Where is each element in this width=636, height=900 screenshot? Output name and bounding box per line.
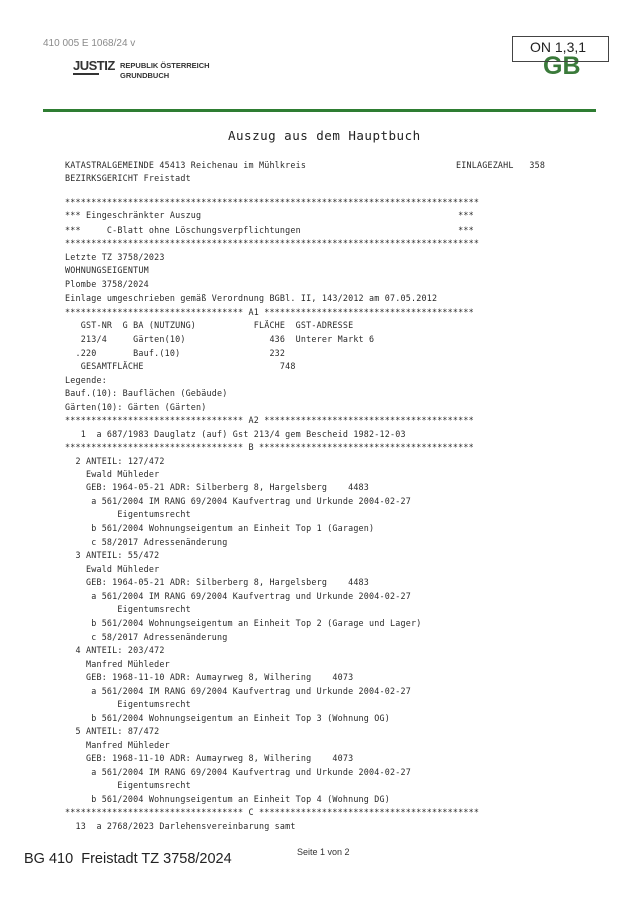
document-line: Manfred Mühleder [65, 659, 170, 669]
document-line: ******************************************************************************* [65, 197, 480, 207]
document-line: .220 Bauf.(10) 232 [65, 348, 286, 358]
document-line: Ewald Mühleder [65, 469, 160, 479]
gb-logo: GB [543, 52, 581, 80]
on-stamp: ON 1,3,1 [530, 39, 587, 55]
document-line: GESAMTFLÄCHE 748 [65, 361, 296, 371]
document-line: c 58/2017 Adressenänderung [65, 632, 228, 642]
document-line: BEZIRKSGERICHT Freistadt [65, 173, 191, 183]
document-line: *** C-Blatt ohne Löschungsverpflichtungen *** [65, 225, 474, 235]
footer-reference: BG 410 Freistadt TZ 3758/2024 [24, 851, 232, 867]
document-line: c 58/2017 Adressenänderung [65, 537, 228, 547]
document-line: 2 ANTEIL: 127/472 [65, 456, 165, 466]
document-line: Ewald Mühleder [65, 564, 160, 574]
document-line: GEB: 1968-11-10 ADR: Aumayrweg 8, Wilhering 4073 [65, 753, 354, 763]
document-line: KATASTRALGEMEINDE 45413 Reichenau im Mühlkreis [65, 160, 307, 170]
document-line: b 561/2004 Wohnungseigentum an Einheit Top 1 (Garagen) [65, 523, 375, 533]
document-line: Eigentumsrecht [65, 604, 191, 614]
document-line: Eigentumsrecht [65, 780, 191, 790]
document-line: 1 a 687/1983 Dauglatz (auf) Gst 213/4 gem Bescheid 1982-12-03 [65, 429, 406, 439]
document-line: Plombe 3758/2024 [65, 279, 149, 289]
document-line: GST-NR G BA (NUTZUNG) FLÄCHE GST-ADRESSE [65, 320, 354, 330]
document-line: Einlage umgeschrieben gemäß Verordnung BGBl. II, 143/2012 am 07.05.2012 [65, 293, 438, 303]
document-line: b 561/2004 Wohnungseigentum an Einheit Top 4 (Wohnung DG) [65, 794, 391, 804]
document-line: Bauf.(10): Bauflächen (Gebäude) [65, 388, 228, 398]
document-line: ********************************** A1 **************************************** [65, 307, 474, 317]
document-line: a 561/2004 IM RANG 69/2004 Kaufvertrag und Urkunde 2004-02-27 [65, 591, 411, 601]
document-line: a 561/2004 IM RANG 69/2004 Kaufvertrag und Urkunde 2004-02-27 [65, 767, 411, 777]
document-line: WOHNUNGSEIGENTUM [65, 265, 149, 275]
document-line: 5 ANTEIL: 87/472 [65, 726, 160, 736]
document-title: Auszug aus dem Hauptbuch [228, 128, 421, 143]
document-line: Letzte TZ 3758/2023 [65, 252, 165, 262]
logo-underline [73, 73, 99, 75]
document-line: a 561/2004 IM RANG 69/2004 Kaufvertrag und Urkunde 2004-02-27 [65, 496, 411, 506]
document-line: *** Eingeschränkter Auszug *** [65, 210, 474, 220]
document-line: GEB: 1964-05-21 ADR: Silberberg 8, Hargelsberg 4483 [65, 577, 370, 587]
document-line: GEB: 1964-05-21 ADR: Silberberg 8, Hargelsberg 4483 [65, 482, 370, 492]
document-line: Gärten(10): Gärten (Gärten) [65, 402, 207, 412]
page-number: Seite 1 von 2 [297, 847, 350, 857]
justiz-logo: JUSTIZ [73, 58, 115, 73]
document-line: EINLAGEZAHL 358 [456, 160, 546, 170]
document-line: Manfred Mühleder [65, 740, 170, 750]
document-line: 4 ANTEIL: 203/472 [65, 645, 165, 655]
form-code: 410 005 E 1068/24 v [43, 38, 136, 49]
grundbuch-label: GRUNDBUCH [120, 71, 170, 80]
document-line: b 561/2004 Wohnungseigentum an Einheit Top 3 (Wohnung OG) [65, 713, 391, 723]
document-line: Eigentumsrecht [65, 699, 191, 709]
document-line: 3 ANTEIL: 55/472 [65, 550, 160, 560]
document-line: 13 a 2768/2023 Darlehensvereinbarung samt [65, 821, 296, 831]
document-line: ********************************** B ***************************************** [65, 442, 474, 452]
document-line: GEB: 1968-11-10 ADR: Aumayrweg 8, Wilhering 4073 [65, 672, 354, 682]
document-line: 213/4 Gärten(10) 436 Unterer Markt 6 [65, 334, 375, 344]
republic-label: REPUBLIK ÖSTERREICH [120, 61, 210, 70]
document-line: a 561/2004 IM RANG 69/2004 Kaufvertrag und Urkunde 2004-02-27 [65, 686, 411, 696]
document-line: b 561/2004 Wohnungseigentum an Einheit Top 2 (Garage und Lager) [65, 618, 422, 628]
document-line: Eigentumsrecht [65, 509, 191, 519]
header-rule [43, 109, 596, 112]
document-line: ********************************** C ****************************************** [65, 807, 480, 817]
document-line: Legende: [65, 375, 107, 385]
document-line: ******************************************************************************* [65, 238, 480, 248]
document-line: ********************************** A2 **************************************** [65, 415, 474, 425]
